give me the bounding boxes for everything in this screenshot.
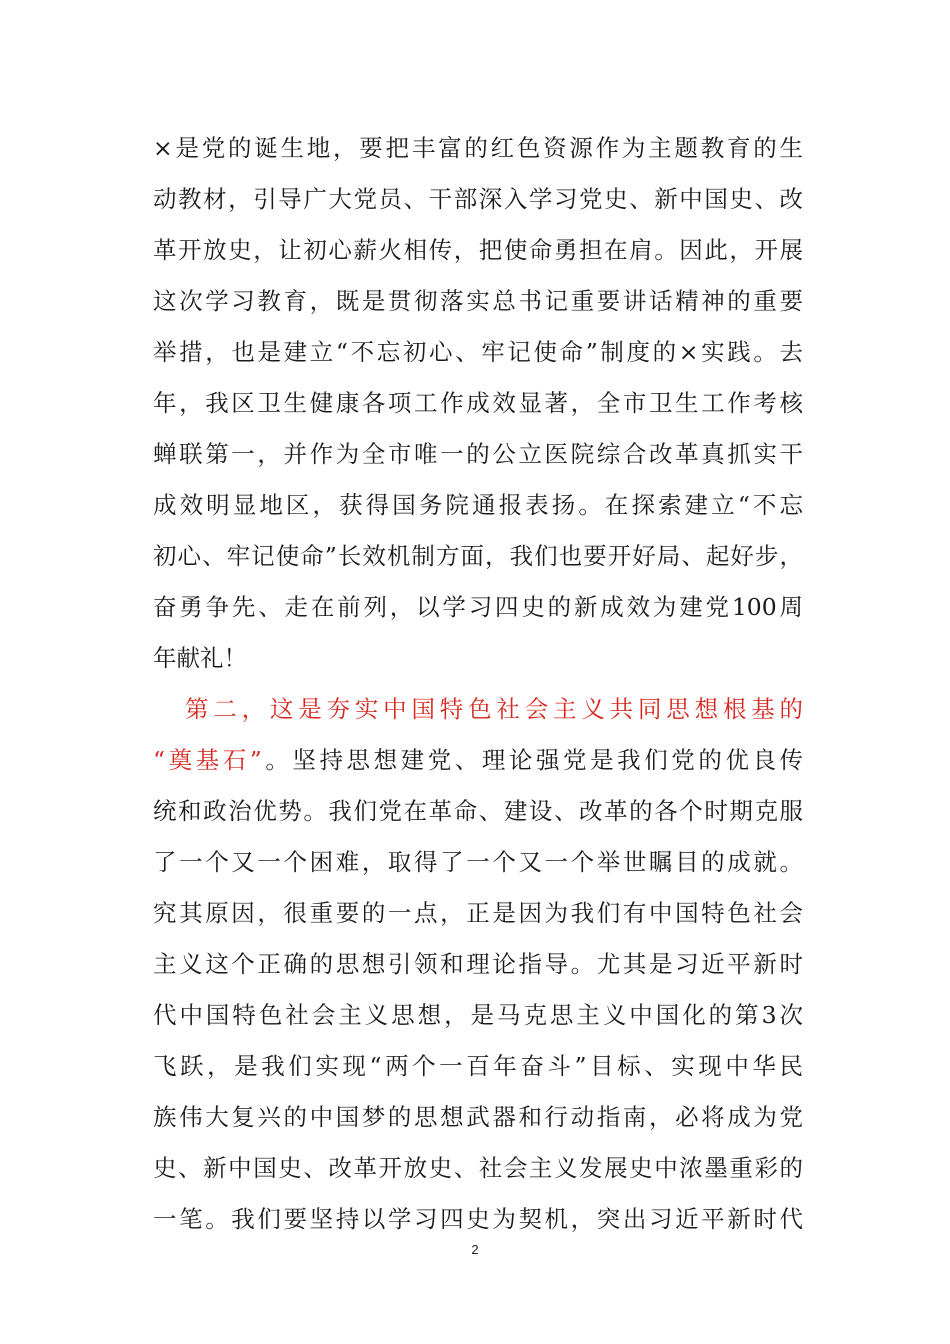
section-heading-keyword: “奠基石” [153, 746, 262, 774]
paragraph2-line: 史、新中国史、改革开放史、社会主义发展史中浓墨重彩的 [153, 1154, 803, 1182]
paragraph2-line: 统和政治优势。我们党在革命、建设、改革的各个时期克服 [153, 797, 803, 825]
paragraph1-line: 举措，也是建立“不忘初心、牢记使命”制度的×实践。去 [153, 338, 803, 366]
paragraph1-line: 奋勇争先、走在前列，以学习四史的新成效为建党100周 [153, 593, 803, 621]
paragraph1-line: 成效明显地区，获得国务院通报表扬。在探索建立“不忘 [153, 491, 803, 519]
paragraph2-line: 一笔。我们要坚持以学习四史为契机，突出习近平新时代 [153, 1205, 803, 1233]
section-heading-line [153, 689, 803, 740]
section-heading-text: 第二，这是夯实中国特色社会主义共同思想根基的 [185, 695, 803, 723]
paragraph1-line: 初心、牢记使命”长效机制方面，我们也要开好局、起好步， [153, 542, 803, 570]
paragraph2-line: 代中国特色社会主义思想，是马克思主义中国化的第3次 [153, 1001, 803, 1029]
paragraph2-line: 飞跃，是我们实现“两个一百年奋斗”目标、实现中华民 [153, 1052, 803, 1080]
paragraph1-line: 年，我区卫生健康各项工作成效显著，全市卫生工作考核 [153, 389, 803, 417]
page-number: 2 [471, 1242, 479, 1257]
paragraph2-line-text: 。坚持思想建党、理论强党是我们党的优良传 [261, 746, 804, 774]
paragraph1-line: 动教材，引导广大党员、干部深入学习党史、新中国史、改 [153, 185, 803, 213]
paragraph2-line: 究其原因，很重要的一点，正是因为我们有中国特色社会 [153, 899, 803, 927]
paragraph1-line: ×是党的诞生地，要把丰富的红色资源作为主题教育的生 [153, 134, 803, 162]
paragraph1-line: 蝉联第一，并作为全市唯一的公立医院综合改革真抓实干 [153, 440, 803, 468]
paragraph2-line: 了一个又一个困难，取得了一个又一个举世瞩目的成就。 [153, 848, 803, 876]
paragraph2-line: 族伟大复兴的中国梦的思想武器和行动指南，必将成为党 [153, 1103, 803, 1131]
paragraph1-line: 这次学习教育，既是贯彻落实总书记重要讲话精神的重要 [153, 287, 803, 315]
paragraph1-line: 革开放史，让初心薪火相传，把使命勇担在肩。因此，开展 [153, 236, 803, 264]
document-body [153, 128, 803, 1250]
paragraph2-line: 主义这个正确的思想引领和理论指导。尤其是习近平新时 [153, 950, 803, 978]
paragraph1-line: 年献礼！ [153, 644, 247, 672]
paragraph2-line [153, 740, 803, 791]
